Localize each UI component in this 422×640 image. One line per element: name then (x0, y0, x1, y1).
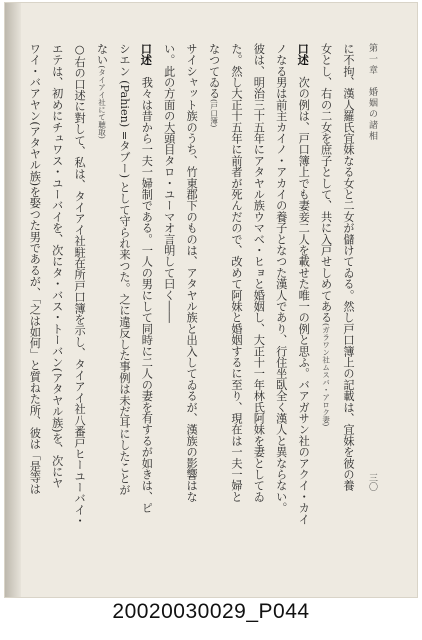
source-note: (タイアイ社にて聴取) (97, 65, 107, 139)
archive-identifier: 20020030029_P044 (112, 600, 310, 623)
page-number: 三〇 (367, 473, 377, 491)
text-column: ワイ・バアヤン(アタヤル族)を娶つた男であるが、「之は如何」と質ねた所、彼は「是等は (28, 43, 42, 495)
text-column: に不拘、漢人羅氏宜妹なる女と二女が儲けてゐる。然し戸口簿上の記載は、宜妹を彼の養 (342, 43, 355, 491)
document-page (4, 2, 418, 598)
text-column: 口述 次の例は、戸口簿上でも妻妾二人を載せた唯一の例と思ふ。バアガサン社のアクイ・カイ (296, 43, 311, 525)
oral-statement-label: 口述 (296, 43, 311, 66)
source-note: (ガラワン社ムスバ・アロク妻) (321, 323, 331, 427)
running-header: 第一章 婚姻の諸相 (367, 43, 377, 142)
text-column: ノなる男は前主カイノ・アカイの養子となつた漢人であり、行住坐臥全く漢人と異ならない。 (274, 43, 288, 514)
source-note: (戸口簿) (209, 99, 219, 128)
text-column: シエン (Pahien) =タブー) として守られ来つた。之に違反した事例は未だ耳にしたことが (117, 43, 131, 496)
text-column: ない(タイアイ社にて聴取) (95, 43, 109, 139)
text-column: エテは、初めにチュワス・ユーバイを、次にタ・バス・トーバン(アタヤル族)を、次にヤ (50, 43, 64, 489)
text-column: 女とし、右の二女を庶子として、共に入戸せしめてある(ガラワン社ムスバ・アロク妻) (319, 43, 333, 427)
text-column: 口述 我々は昔から一夫一婦制である。一人の男にして同時に二人の妻を有するが如きは、ピ (139, 43, 154, 514)
text-column: なつてゐる(戸口簿) (207, 43, 221, 128)
text-column: た。然し大正十五年に前者が死んだので、改めて阿妹と婚姻するに至り、現在は一夫一婦と (229, 43, 243, 503)
text-column: い。此の方面の大頭目タロ・ユーマオ言明して曰く―― (162, 43, 176, 323)
text-column: サイシャット族のうち、竹東郡下のものは、アタヤル族と出入してゐるが、漢族の影響はな (185, 43, 199, 503)
text-column: 彼は、明治三十五年にアタヤル族ウマベ・ヒョと婚姻し、大正十一年林氏阿妹を妻としてゐ (252, 43, 266, 503)
text-column: ○右の口述に對して、私は、タイアイ社駐在所戸口簿を示し、タイアイ社八番戸ヒーユーバイ・ (73, 43, 87, 527)
oral-statement-label: 口述 (139, 43, 154, 66)
page-spine-shadow (5, 3, 21, 597)
vertical-text-body (28, 43, 359, 527)
